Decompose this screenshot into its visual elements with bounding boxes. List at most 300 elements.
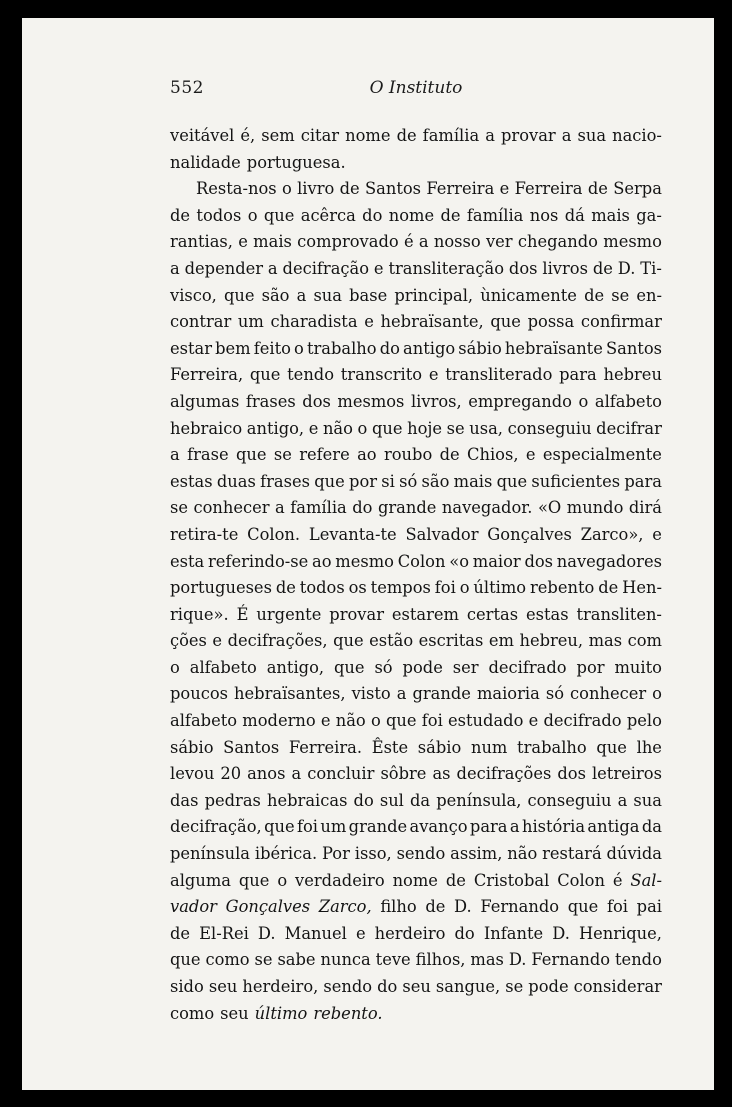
word: sangue, — [435, 977, 501, 996]
text-line — [170, 788, 662, 815]
word: Colon. — [247, 524, 301, 544]
word: sem — [261, 126, 295, 145]
word: chegando — [517, 232, 598, 252]
word: sua — [633, 790, 662, 810]
word: Infante — [483, 923, 544, 943]
word: livros — [542, 258, 588, 278]
word: Henrique, — [578, 923, 662, 943]
word: concluir — [307, 764, 375, 784]
word: frases — [260, 471, 310, 491]
word: sua — [577, 126, 607, 145]
word: o — [652, 684, 662, 704]
word: península — [170, 844, 250, 864]
text-line — [170, 1001, 662, 1028]
word: Ferreira — [514, 179, 583, 199]
word: para — [624, 471, 662, 491]
word: um — [320, 817, 347, 837]
word: suficientes — [531, 471, 621, 491]
word: os — [348, 578, 367, 598]
word: o — [277, 870, 288, 890]
word: Gonçalves — [225, 897, 311, 917]
word: mesmo — [335, 551, 394, 571]
word: de — [170, 923, 191, 943]
text-line — [170, 894, 662, 921]
word: foi — [296, 817, 319, 837]
text-line — [170, 549, 662, 576]
word: muito — [614, 657, 662, 677]
word: Levanta-te — [308, 524, 397, 544]
word: hebraïsantes, — [234, 684, 346, 704]
word: a — [275, 498, 285, 518]
word: Resta-nos — [196, 179, 277, 199]
word: como — [205, 950, 250, 970]
word: que — [263, 205, 295, 225]
word: antigo, — [246, 418, 305, 438]
text-line — [170, 416, 662, 443]
word: sabe — [277, 950, 316, 970]
text-line — [170, 735, 662, 762]
word: grande — [412, 684, 471, 704]
word: visco, — [170, 285, 217, 305]
word: de — [584, 285, 605, 305]
word: a — [267, 258, 278, 278]
word: Ferreira — [426, 179, 495, 199]
word: que — [333, 631, 364, 651]
word: o — [370, 711, 381, 731]
word: rebento. — [313, 1003, 383, 1023]
word: maioria — [476, 684, 540, 704]
word: nosso — [433, 232, 481, 252]
word: de — [440, 205, 461, 225]
word: hebreu — [603, 365, 662, 385]
word: e — [320, 711, 331, 731]
text-line — [170, 921, 662, 948]
word: que — [170, 950, 201, 970]
word: mesmos — [337, 391, 405, 411]
word: seu — [208, 977, 238, 996]
word: nome — [345, 126, 391, 145]
word: decifrações — [456, 764, 552, 784]
page-number: 552 — [170, 78, 204, 98]
text-line — [170, 256, 662, 283]
word: que — [596, 737, 627, 757]
word: provar — [329, 604, 384, 624]
word: herdeiro, — [242, 977, 319, 996]
body-text — [170, 123, 662, 1027]
text-line — [170, 628, 662, 655]
word: como — [170, 1003, 215, 1023]
word: e — [428, 365, 439, 385]
word: ver — [485, 232, 513, 252]
word: seu — [402, 977, 431, 996]
word: Ferreira. — [288, 737, 363, 757]
word: base — [349, 285, 388, 305]
word: e — [238, 232, 248, 252]
word: dos — [557, 764, 586, 784]
word: do — [353, 790, 374, 810]
word: filhos, — [415, 950, 466, 970]
word: sido — [170, 977, 204, 996]
text-line — [170, 336, 662, 363]
word: que — [235, 445, 267, 465]
word: mas — [588, 631, 623, 651]
word: sendo — [323, 977, 373, 996]
word: antigo — [403, 338, 456, 358]
text-line — [170, 708, 662, 735]
word: D. — [617, 258, 636, 278]
word: são — [421, 471, 450, 491]
word: sábio — [417, 737, 462, 757]
word: por — [349, 471, 378, 491]
word: para — [559, 365, 597, 385]
word: que — [249, 365, 281, 385]
word: 20 — [220, 764, 242, 784]
word: e — [499, 179, 510, 199]
word: referindo-se — [208, 551, 309, 571]
text-line — [170, 150, 662, 177]
word: possa — [527, 312, 575, 332]
word: esta — [170, 551, 205, 571]
word: transliten- — [576, 604, 662, 624]
word: «O — [537, 498, 562, 518]
word: de — [339, 179, 360, 199]
word: en- — [636, 285, 662, 305]
word: tendo — [615, 950, 662, 970]
word: roubo — [383, 445, 433, 465]
word: da — [641, 817, 662, 837]
word: do — [352, 498, 373, 518]
word: só — [399, 471, 418, 491]
text-line — [170, 495, 662, 522]
word: alfabeto — [170, 711, 238, 731]
word: as — [432, 764, 451, 784]
word: tendo — [287, 365, 335, 385]
word: de — [425, 897, 446, 917]
word: só — [545, 684, 565, 704]
text-line — [170, 868, 662, 895]
word: e — [355, 923, 366, 943]
word: com — [627, 631, 662, 651]
word: anos — [247, 764, 286, 784]
word: se — [254, 950, 273, 970]
text-line — [170, 681, 662, 708]
word: D. — [454, 897, 472, 917]
word: a — [509, 817, 520, 837]
word: sul — [379, 790, 404, 810]
word: Zarco», — [580, 524, 644, 544]
word: de — [170, 205, 191, 225]
word: levou — [170, 764, 215, 784]
word: Salvador — [405, 524, 479, 544]
word: dúvida — [606, 844, 662, 864]
word: para — [469, 817, 508, 837]
word: si — [381, 471, 395, 491]
word: estas — [525, 604, 569, 624]
word: dá — [564, 205, 585, 225]
word: portuguesa. — [246, 152, 346, 172]
word: antiga — [587, 817, 640, 837]
word: que — [238, 870, 270, 890]
text-line — [170, 655, 662, 682]
word: hebreu, — [519, 631, 584, 651]
word: especialmente — [542, 445, 662, 465]
word: depender — [184, 258, 264, 278]
word: poucos — [170, 684, 228, 704]
word: escritas — [418, 631, 484, 651]
word: grande — [348, 817, 408, 837]
word: último — [254, 1003, 308, 1023]
word: todos — [196, 205, 242, 225]
word: ga- — [636, 205, 662, 225]
word: ções — [170, 631, 207, 651]
word: a — [485, 126, 495, 145]
word: hebraico — [170, 418, 243, 438]
word: de — [587, 179, 608, 199]
word: restará — [542, 844, 602, 864]
word: comprovado — [297, 232, 399, 252]
word: e — [373, 258, 384, 278]
word: decifrado — [543, 711, 622, 731]
word: é, — [240, 126, 256, 145]
word: retira-te — [170, 524, 239, 544]
word: «o — [449, 551, 469, 571]
word: nalidade — [170, 152, 241, 172]
word: Colon — [397, 551, 446, 571]
word: Gonçalves — [487, 524, 572, 544]
word: Colon — [557, 870, 605, 890]
word: Chios, — [467, 445, 519, 465]
word: charadista — [270, 312, 358, 332]
word: contrar — [170, 312, 232, 332]
word: que — [567, 897, 599, 917]
word: a — [561, 126, 572, 145]
word: só — [374, 657, 393, 677]
word: se — [273, 445, 292, 465]
word: transliteração — [388, 258, 505, 278]
word: decifrar — [596, 418, 662, 438]
word: Ti- — [640, 258, 662, 278]
word: herdeiro — [374, 923, 446, 943]
word: rique». — [170, 604, 229, 624]
word: de — [445, 870, 466, 890]
word: que — [314, 471, 345, 491]
text-line — [170, 283, 662, 310]
text-line — [170, 362, 662, 389]
word: o — [170, 657, 180, 677]
word: nacio- — [612, 126, 662, 145]
text-line — [170, 761, 662, 788]
word: mas — [470, 950, 504, 970]
word: da — [410, 790, 431, 810]
word: pai — [636, 897, 662, 917]
word: letreiros — [591, 764, 662, 784]
word: Santos — [364, 179, 422, 199]
text-line — [170, 814, 662, 841]
word: duas — [216, 471, 256, 491]
word: ùnicamente — [480, 285, 577, 305]
word: foi — [434, 578, 456, 598]
word: tempos — [370, 578, 431, 598]
word: do — [454, 923, 475, 943]
text-line — [170, 203, 662, 230]
text-line — [170, 575, 662, 602]
word: provar — [500, 126, 556, 145]
word: hebraicas — [267, 790, 348, 810]
word: família — [422, 126, 480, 145]
word: Santos — [605, 338, 662, 358]
word: a — [170, 445, 180, 465]
word: feito — [253, 338, 291, 358]
word: que — [496, 471, 528, 491]
word: sua — [313, 285, 342, 305]
word: pode — [402, 657, 443, 677]
word: decifração, — [170, 817, 262, 837]
word: a — [396, 684, 407, 704]
word: é — [403, 232, 414, 252]
word: vador — [170, 897, 217, 917]
word: foi — [606, 897, 628, 917]
word: Por — [322, 844, 350, 864]
word: portugueses — [170, 578, 272, 598]
word: rebento — [529, 578, 595, 598]
text-line — [170, 309, 662, 336]
word: se — [170, 498, 188, 518]
word: hebraïsante — [504, 338, 603, 358]
word: ibérica. — [254, 844, 318, 864]
word: mais — [591, 205, 630, 225]
word: se — [505, 977, 524, 996]
word: avanço — [409, 817, 468, 837]
word: empregando — [468, 391, 572, 411]
word: último — [473, 578, 527, 598]
word: conseguiu — [507, 418, 592, 438]
word: verdadeiro — [295, 870, 385, 890]
word: o — [247, 205, 258, 225]
word: dos — [524, 551, 554, 571]
word: em — [488, 631, 514, 651]
word: certas — [466, 604, 519, 624]
word: de — [439, 445, 460, 465]
word: do — [377, 977, 398, 996]
word: o — [294, 338, 304, 358]
word: trabalho — [306, 338, 377, 358]
text-line — [170, 974, 662, 1001]
word: sábio — [458, 338, 502, 358]
word: história — [521, 817, 586, 837]
word: o — [357, 418, 368, 438]
word: um — [237, 312, 264, 332]
word: decifração — [282, 258, 370, 278]
word: Hen- — [622, 578, 662, 598]
text-line — [170, 123, 662, 150]
word: D. — [257, 923, 276, 943]
word: do — [362, 205, 383, 225]
word: urgente — [256, 604, 322, 624]
word: não — [335, 711, 366, 731]
word: mesmo — [603, 232, 662, 252]
word: antigo, — [266, 657, 325, 677]
word: filho — [380, 897, 417, 917]
word: alfabeto — [594, 391, 662, 411]
word: dos — [302, 391, 331, 411]
word: mais — [253, 232, 292, 252]
word: foi — [421, 711, 443, 731]
word: e — [364, 312, 374, 332]
word: grande — [377, 498, 437, 518]
word: a — [296, 285, 307, 305]
word: conhecer — [570, 684, 647, 704]
word: não — [507, 844, 538, 864]
word: pelo — [626, 711, 662, 731]
word: D. — [552, 923, 570, 943]
word: família — [290, 498, 347, 518]
word: confirmar — [580, 312, 662, 332]
word: são — [261, 285, 290, 305]
word: visto — [351, 684, 391, 704]
word: nome — [392, 870, 438, 890]
word: Ferreira, — [170, 365, 244, 385]
word: refere — [299, 445, 350, 465]
word: D. — [508, 950, 527, 970]
word: veitável — [170, 126, 235, 145]
word: alfabeto — [189, 657, 257, 677]
word: e — [212, 631, 223, 651]
word: de — [592, 258, 613, 278]
word: não — [322, 418, 353, 438]
word: usa, — [469, 418, 503, 438]
word: assim, — [450, 844, 503, 864]
word: do — [379, 338, 400, 358]
word: e — [652, 524, 662, 544]
word: estas — [170, 471, 213, 491]
text-line — [170, 469, 662, 496]
word: a — [170, 258, 180, 278]
word: ser — [452, 657, 479, 677]
word: que — [333, 657, 365, 677]
word: de — [598, 578, 619, 598]
word: Serpa — [613, 179, 662, 199]
word: Cristobal — [473, 870, 550, 890]
word: acêrca — [300, 205, 356, 225]
word: hebraïsante, — [380, 312, 484, 332]
word: bem — [215, 338, 251, 358]
word: isso, — [354, 844, 392, 864]
word: de — [396, 126, 417, 145]
word: considerar — [573, 977, 662, 996]
word: decifrações, — [227, 631, 328, 651]
word: transliterado — [445, 365, 553, 385]
word: estão — [369, 631, 414, 651]
word: frases — [245, 391, 296, 411]
word: dirá — [628, 498, 662, 518]
word: navegadores — [556, 551, 662, 571]
word: o — [281, 179, 292, 199]
running-title: O Instituto — [369, 78, 463, 98]
word: Êste — [371, 737, 409, 757]
word: estar — [170, 338, 213, 358]
word: El-Rei — [199, 923, 249, 943]
word: Zarco, — [318, 897, 372, 917]
word: dos — [508, 258, 538, 278]
word: se — [611, 285, 630, 305]
word: frase — [187, 445, 229, 465]
word: que — [490, 312, 521, 332]
text-line — [170, 389, 662, 416]
word: e — [525, 445, 536, 465]
word: seu — [220, 1003, 249, 1023]
word: estarem — [391, 604, 459, 624]
word: a — [617, 790, 628, 810]
